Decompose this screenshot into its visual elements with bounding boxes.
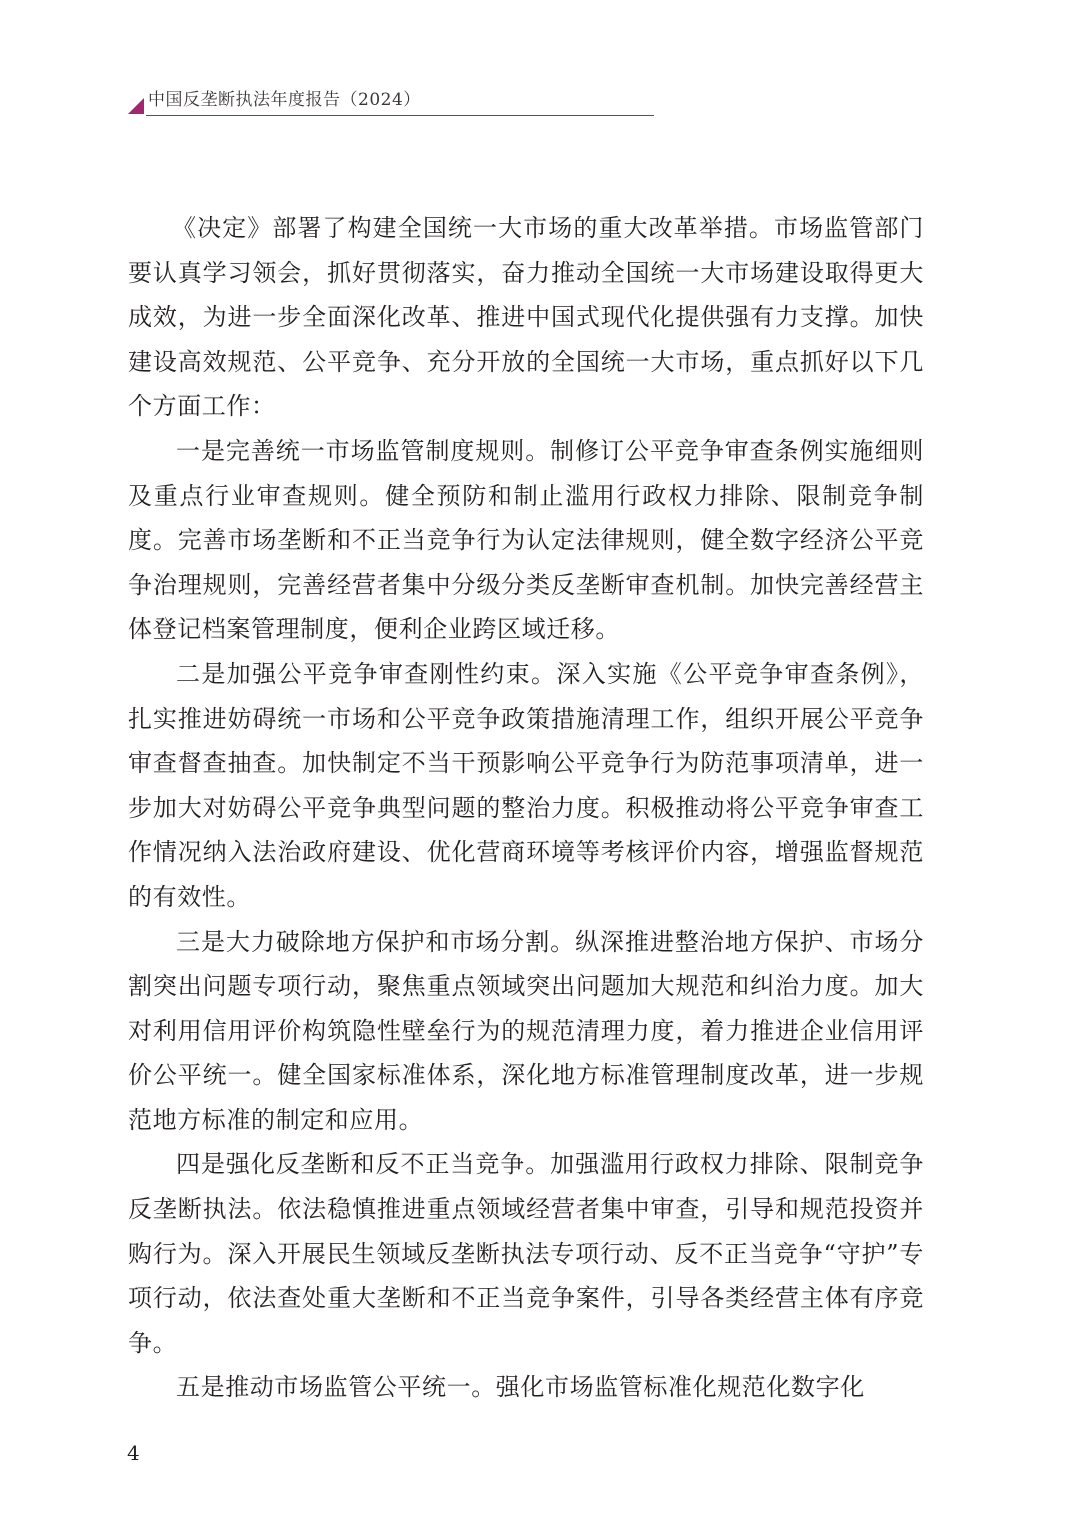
page-number: 4 <box>127 1441 140 1465</box>
paragraph-point-3: 三是大力破除地方保护和市场分割。纵深推进整治地方保护、市场分割突出问题专项行动，聚焦重点领域突出问题加大规范和纠治力度。加大对利用信用评价构筑隐性壁垒行为的规范清理力度，着力推进企业信用评价公平统一。健全国家标准体系，深化地方标准管理制度改革，进一步规范地方标准的制定和应用。 <box>128 927 924 1134</box>
paragraph-point-4: 四是强化反垄断和反不正当竞争。加强滥用行政权力排除、限制竞争反垄断执法。依法稳慎推进重点领域经营者集中审查，引导和规范投资并购行为。深入开展民生领域反垄断执法专项行动、反不正当竞争“守护”专项行动，依法查处重大垄断和不正当竞争案件，引导各类经营主体有序竞争。 <box>128 1150 924 1357</box>
header-title: 中国反垄断执法年度报告（2024） <box>148 90 421 110</box>
running-header <box>128 88 654 120</box>
paragraph-point-1: 一是完善统一市场监管制度规则。制修订公平竞争审查条例实施细则及重点行业审查规则。健全预防和制止滥用行政权力排除、限制竞争制度。完善市场垄断和不正当竞争行为认定法律规则，健全数字经济公平竞争治理规则，完善经营者集中分级分类反垄断审查机制。加快完善经营主体登记档案管理制度，便利企业跨区域迁移。 <box>128 436 924 644</box>
paragraph-intro: 《决定》部署了构建全国统一大市场的重大改革举措。市场监管部门要认真学习领会，抓好贯彻落实，奋力推动全国统一大市场建设取得更大成效，为进一步全面深化改革、推进中国式现代化提供强有力支撑。加快建设高效规范、公平竞争、充分开放的全国统一大市场，重点抓好以下几个方面工作： <box>128 214 924 421</box>
paragraph-point-2: 二是加强公平竞争审查刚性约束。深入实施《公平竞争审查条例》，扎实推进妨碍统一市场和公平竞争政策措施清理工作，组织开展公平竞争审查督查抽查。加快制定不当干预影响公平竞争行为防范事项清单，进一步加大对妨碍公平竞争典型问题的整治力度。积极推动将公平竞争审查工作情况纳入法治政府建设、优化营商环境等考核评价内容，增强监督规范的有效性。 <box>128 659 924 911</box>
paragraph-point-5: 五是推动市场监管公平统一。强化市场监管标准化规范化数字化 <box>176 1373 865 1402</box>
header-divider <box>146 115 654 116</box>
triangle-marker-icon <box>128 98 144 114</box>
body-text <box>128 206 924 1410</box>
